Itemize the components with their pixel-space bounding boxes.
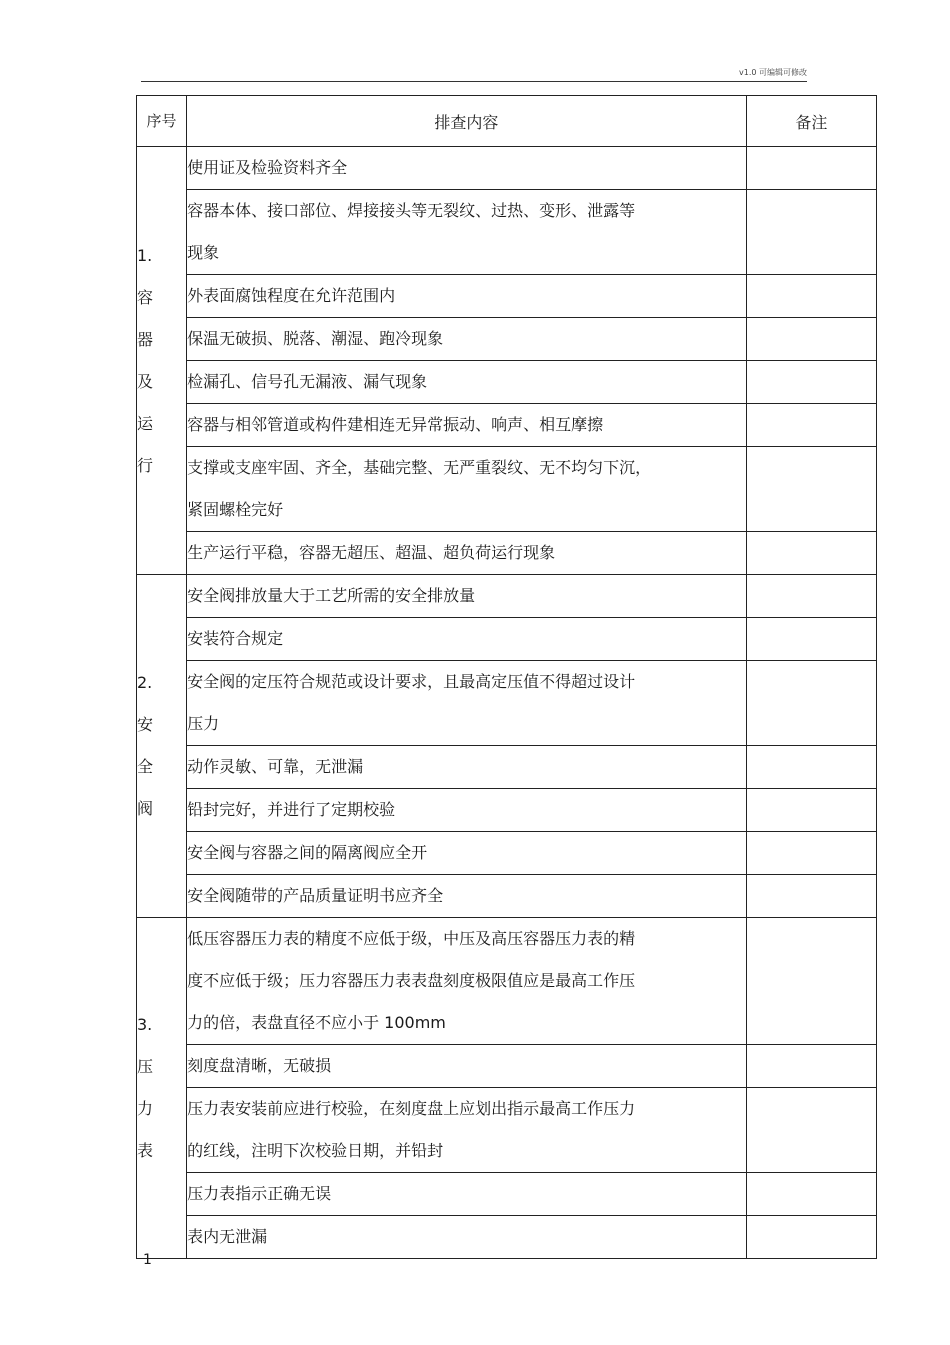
- table-row: [137, 447, 877, 532]
- inspection-item-text: 压力表指示正确无误: [187, 1184, 332, 1203]
- section-label-char: 力: [137, 1099, 154, 1118]
- remarks-cell[interactable]: [746, 789, 876, 832]
- inspection-item: [187, 1173, 747, 1216]
- inspection-item: [187, 1088, 747, 1173]
- table-row: [137, 789, 877, 832]
- header-version-text: v1.0 可编辑可修改: [739, 68, 807, 77]
- section-label-char: 阀: [137, 799, 154, 818]
- remarks-cell[interactable]: [746, 404, 876, 447]
- inspection-item: [187, 1216, 747, 1259]
- inspection-item: [187, 275, 747, 318]
- remarks-cell[interactable]: [746, 661, 876, 746]
- table-header-row: [137, 96, 877, 147]
- table-row: [137, 875, 877, 918]
- section-label-char: 容: [137, 287, 154, 307]
- inspection-item: [187, 575, 747, 618]
- table-row: [137, 318, 877, 361]
- inspection-item-text: 容器与相邻管道或构件建相连无异常振动、响声、相互摩擦: [187, 415, 604, 434]
- header-serial-number: 序号: [137, 96, 187, 147]
- inspection-item-text: 容器本体、接口部位、焊接接头等无裂纹、过热、变形、泄露等 现象: [187, 201, 636, 262]
- table-row: [137, 275, 877, 318]
- section-label-char: 器: [137, 329, 154, 349]
- inspection-item-text: 低压容器压力表的精度不应低于级，中压及高压容器压力表的精 度不应低于级；压力容器压力表表盘刻度极限值应是最高工作压 力的倍，表盘直径不应小于 100mm: [187, 929, 636, 1032]
- remarks-cell[interactable]: [746, 618, 876, 661]
- table-row: [137, 404, 877, 447]
- page-number: 1: [143, 1252, 152, 1268]
- inspection-item: [187, 532, 747, 575]
- inspection-item: [187, 918, 747, 1045]
- table-row: [137, 190, 877, 275]
- header-divider: [141, 81, 807, 82]
- section-label-char: 运: [137, 413, 154, 433]
- table-row: [137, 1045, 877, 1088]
- table-row: [137, 361, 877, 404]
- inspection-table: [136, 95, 877, 1259]
- remarks-cell[interactable]: [746, 918, 876, 1045]
- inspection-item: [187, 318, 747, 361]
- inspection-item: [187, 789, 747, 832]
- remarks-cell[interactable]: [746, 447, 876, 532]
- table-row: [137, 532, 877, 575]
- remarks-cell[interactable]: [746, 875, 876, 918]
- inspection-item: [187, 190, 747, 275]
- remarks-cell[interactable]: [746, 147, 876, 190]
- remarks-cell[interactable]: [746, 275, 876, 318]
- section-label: [137, 918, 187, 1259]
- inspection-item: [187, 447, 747, 532]
- section-label-char: 全: [137, 757, 154, 776]
- inspection-item-text: 使用证及检验资料齐全: [187, 158, 348, 177]
- remarks-cell[interactable]: [746, 1216, 876, 1259]
- section-label-char: 2.: [137, 673, 153, 692]
- table-row: [137, 147, 877, 190]
- section-label-char: 表: [137, 1141, 154, 1160]
- section-label-char: 压: [137, 1057, 154, 1076]
- section-label: [137, 147, 187, 575]
- inspection-item: [187, 404, 747, 447]
- remarks-cell[interactable]: [746, 832, 876, 875]
- section-label-char: 及: [137, 371, 154, 391]
- table-row: [137, 1173, 877, 1216]
- remarks-cell[interactable]: [746, 361, 876, 404]
- inspection-item: [187, 661, 747, 746]
- inspection-item-text: 表内无泄漏: [187, 1227, 268, 1246]
- table-row: [137, 746, 877, 789]
- inspection-item-text: 动作灵敏、可靠，无泄漏: [187, 757, 364, 776]
- inspection-item-text: 安全阀随带的产品质量证明书应齐全: [187, 886, 444, 905]
- table-body: [137, 147, 877, 1259]
- inspection-item-text: 保温无破损、脱落、潮湿、跑冷现象: [187, 329, 444, 348]
- header-inspection-content: 排查内容: [187, 96, 747, 147]
- table-row: [137, 661, 877, 746]
- header-remarks: 备注: [746, 96, 876, 147]
- inspection-item-text: 安全阀排放量大于工艺所需的安全排放量: [187, 586, 476, 605]
- remarks-cell[interactable]: [746, 1045, 876, 1088]
- remarks-cell[interactable]: [746, 746, 876, 789]
- inspection-item-text: 支撑或支座牢固、齐全，基础完整、无严重裂纹、无不均匀下沉， 紧固螺栓完好: [187, 458, 652, 519]
- remarks-cell[interactable]: [746, 190, 876, 275]
- section-label-char: 1.: [137, 245, 153, 265]
- inspection-item-text: 外表面腐蚀程度在允许范围内: [187, 286, 396, 305]
- section-label: [137, 575, 187, 918]
- inspection-item-text: 压力表安装前应进行校验，在刻度盘上应划出指示最高工作压力 的红线，注明下次校验日期，并铅封: [187, 1099, 636, 1160]
- inspection-item: [187, 875, 747, 918]
- inspection-item: [187, 147, 747, 190]
- section-label-char: 安: [137, 715, 154, 734]
- inspection-item-text: 安全阀的定压符合规范或设计要求，且最高定压值不得超过设计 压力: [187, 672, 636, 733]
- inspection-item: [187, 1045, 747, 1088]
- remarks-cell[interactable]: [746, 1088, 876, 1173]
- remarks-cell[interactable]: [746, 575, 876, 618]
- inspection-item-text: 检漏孔、信号孔无漏液、漏气现象: [187, 372, 428, 391]
- section-label-char: 行: [137, 455, 154, 475]
- table-row: [137, 575, 877, 618]
- inspection-item-text: 刻度盘清晰，无破损: [187, 1056, 332, 1075]
- remarks-cell[interactable]: [746, 318, 876, 361]
- table-row: [137, 832, 877, 875]
- inspection-item-text: 生产运行平稳，容器无超压、超温、超负荷运行现象: [187, 543, 556, 562]
- inspection-item-text: 安全阀与容器之间的隔离阀应全开: [187, 843, 428, 862]
- inspection-item-text: 铅封完好，并进行了定期校验: [187, 800, 396, 819]
- remarks-cell[interactable]: [746, 532, 876, 575]
- section-label-char: 3.: [137, 1015, 153, 1034]
- inspection-item-text: 安装符合规定: [187, 629, 284, 648]
- inspection-item: [187, 618, 747, 661]
- inspection-item: [187, 361, 747, 404]
- table-row: [137, 1216, 877, 1259]
- remarks-cell[interactable]: [746, 1173, 876, 1216]
- inspection-item: [187, 832, 747, 875]
- table-row: [137, 918, 877, 1045]
- table-row: [137, 618, 877, 661]
- table-row: [137, 1088, 877, 1173]
- inspection-item: [187, 746, 747, 789]
